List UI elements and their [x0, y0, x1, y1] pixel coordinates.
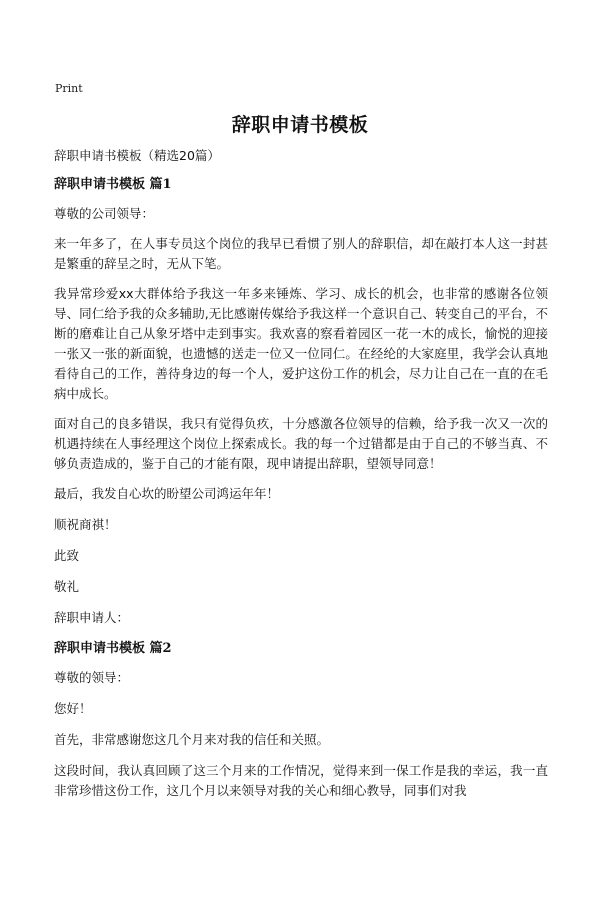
paragraph: 面对自己的良多错误，我只有觉得负疚，十分感激各位领导的信赖，给予我一次又一次的机遇持续在人事经理这个岗位上探索成长。我的每一个过错都是由于自己的不够当真、不够负责造成的，鉴于自己的才能有限，现申请提出辞职，望领导同意！: [54, 416, 548, 471]
salutation: 尊敬的领导：: [54, 670, 130, 685]
paragraph: 这段时间，我认真回顾了这三个月来的工作情况，觉得来到一保工作是我的幸运，我一直非常珍惜这份工作，这几个月以来领导对我的关心和细心教导，同事们对我: [54, 763, 548, 798]
closing-line: 顺祝商祺！: [54, 517, 117, 532]
paragraph: 来一年多了，在人事专员这个岗位的我早已看惯了别人的辞职信，却在敲打本人这一封甚是繁重的辞呈之时，无从下笔。: [54, 236, 548, 271]
paragraph: 我异常珍爱xx大群体给予我这一年多来锤炼、学习、成长的机会，也非常的感谢各位领导、同仁给予我的众多辅助,无比感谢传媒给予我这样一个意识自己、转变自己的平台，不断的磨难让自己从象牙塔中走到事实。我欢喜的察看着园区一花一木的成长，愉悦的迎接一张又一张的新面貌，也遗憾的送走一位又一位同仁。在经纶的大家庭里，我学会认真地看待自己的工作，善待身边的每一个人，爱护这份工作的机会，尽力让自己在一直的在毛病中成长。: [54, 286, 548, 401]
section-heading: 辞职申请书模板 篇2: [54, 641, 172, 656]
closing-line: 敬礼: [54, 579, 80, 594]
print-label: Print: [55, 82, 83, 95]
paragraph: 最后，我发自心坎的盼望公司鸿运年年！: [54, 486, 280, 501]
section-heading: 辞职申请书模板 篇1: [54, 177, 172, 192]
paragraph: 首先，非常感谢您这几个月来对我的信任和关照。: [54, 732, 330, 747]
section-2: [52, 639, 548, 801]
document-subtitle: 辞职申请书模板（精选20篇）: [54, 148, 220, 163]
greeting: 您好！: [54, 701, 92, 716]
salutation: 尊敬的公司领导：: [54, 206, 155, 221]
section-1: [52, 175, 548, 628]
signature-line: 辞职申请人：: [54, 610, 130, 625]
document-title: 辞职申请书模板: [231, 114, 369, 136]
closing-line: 此致: [54, 548, 80, 563]
